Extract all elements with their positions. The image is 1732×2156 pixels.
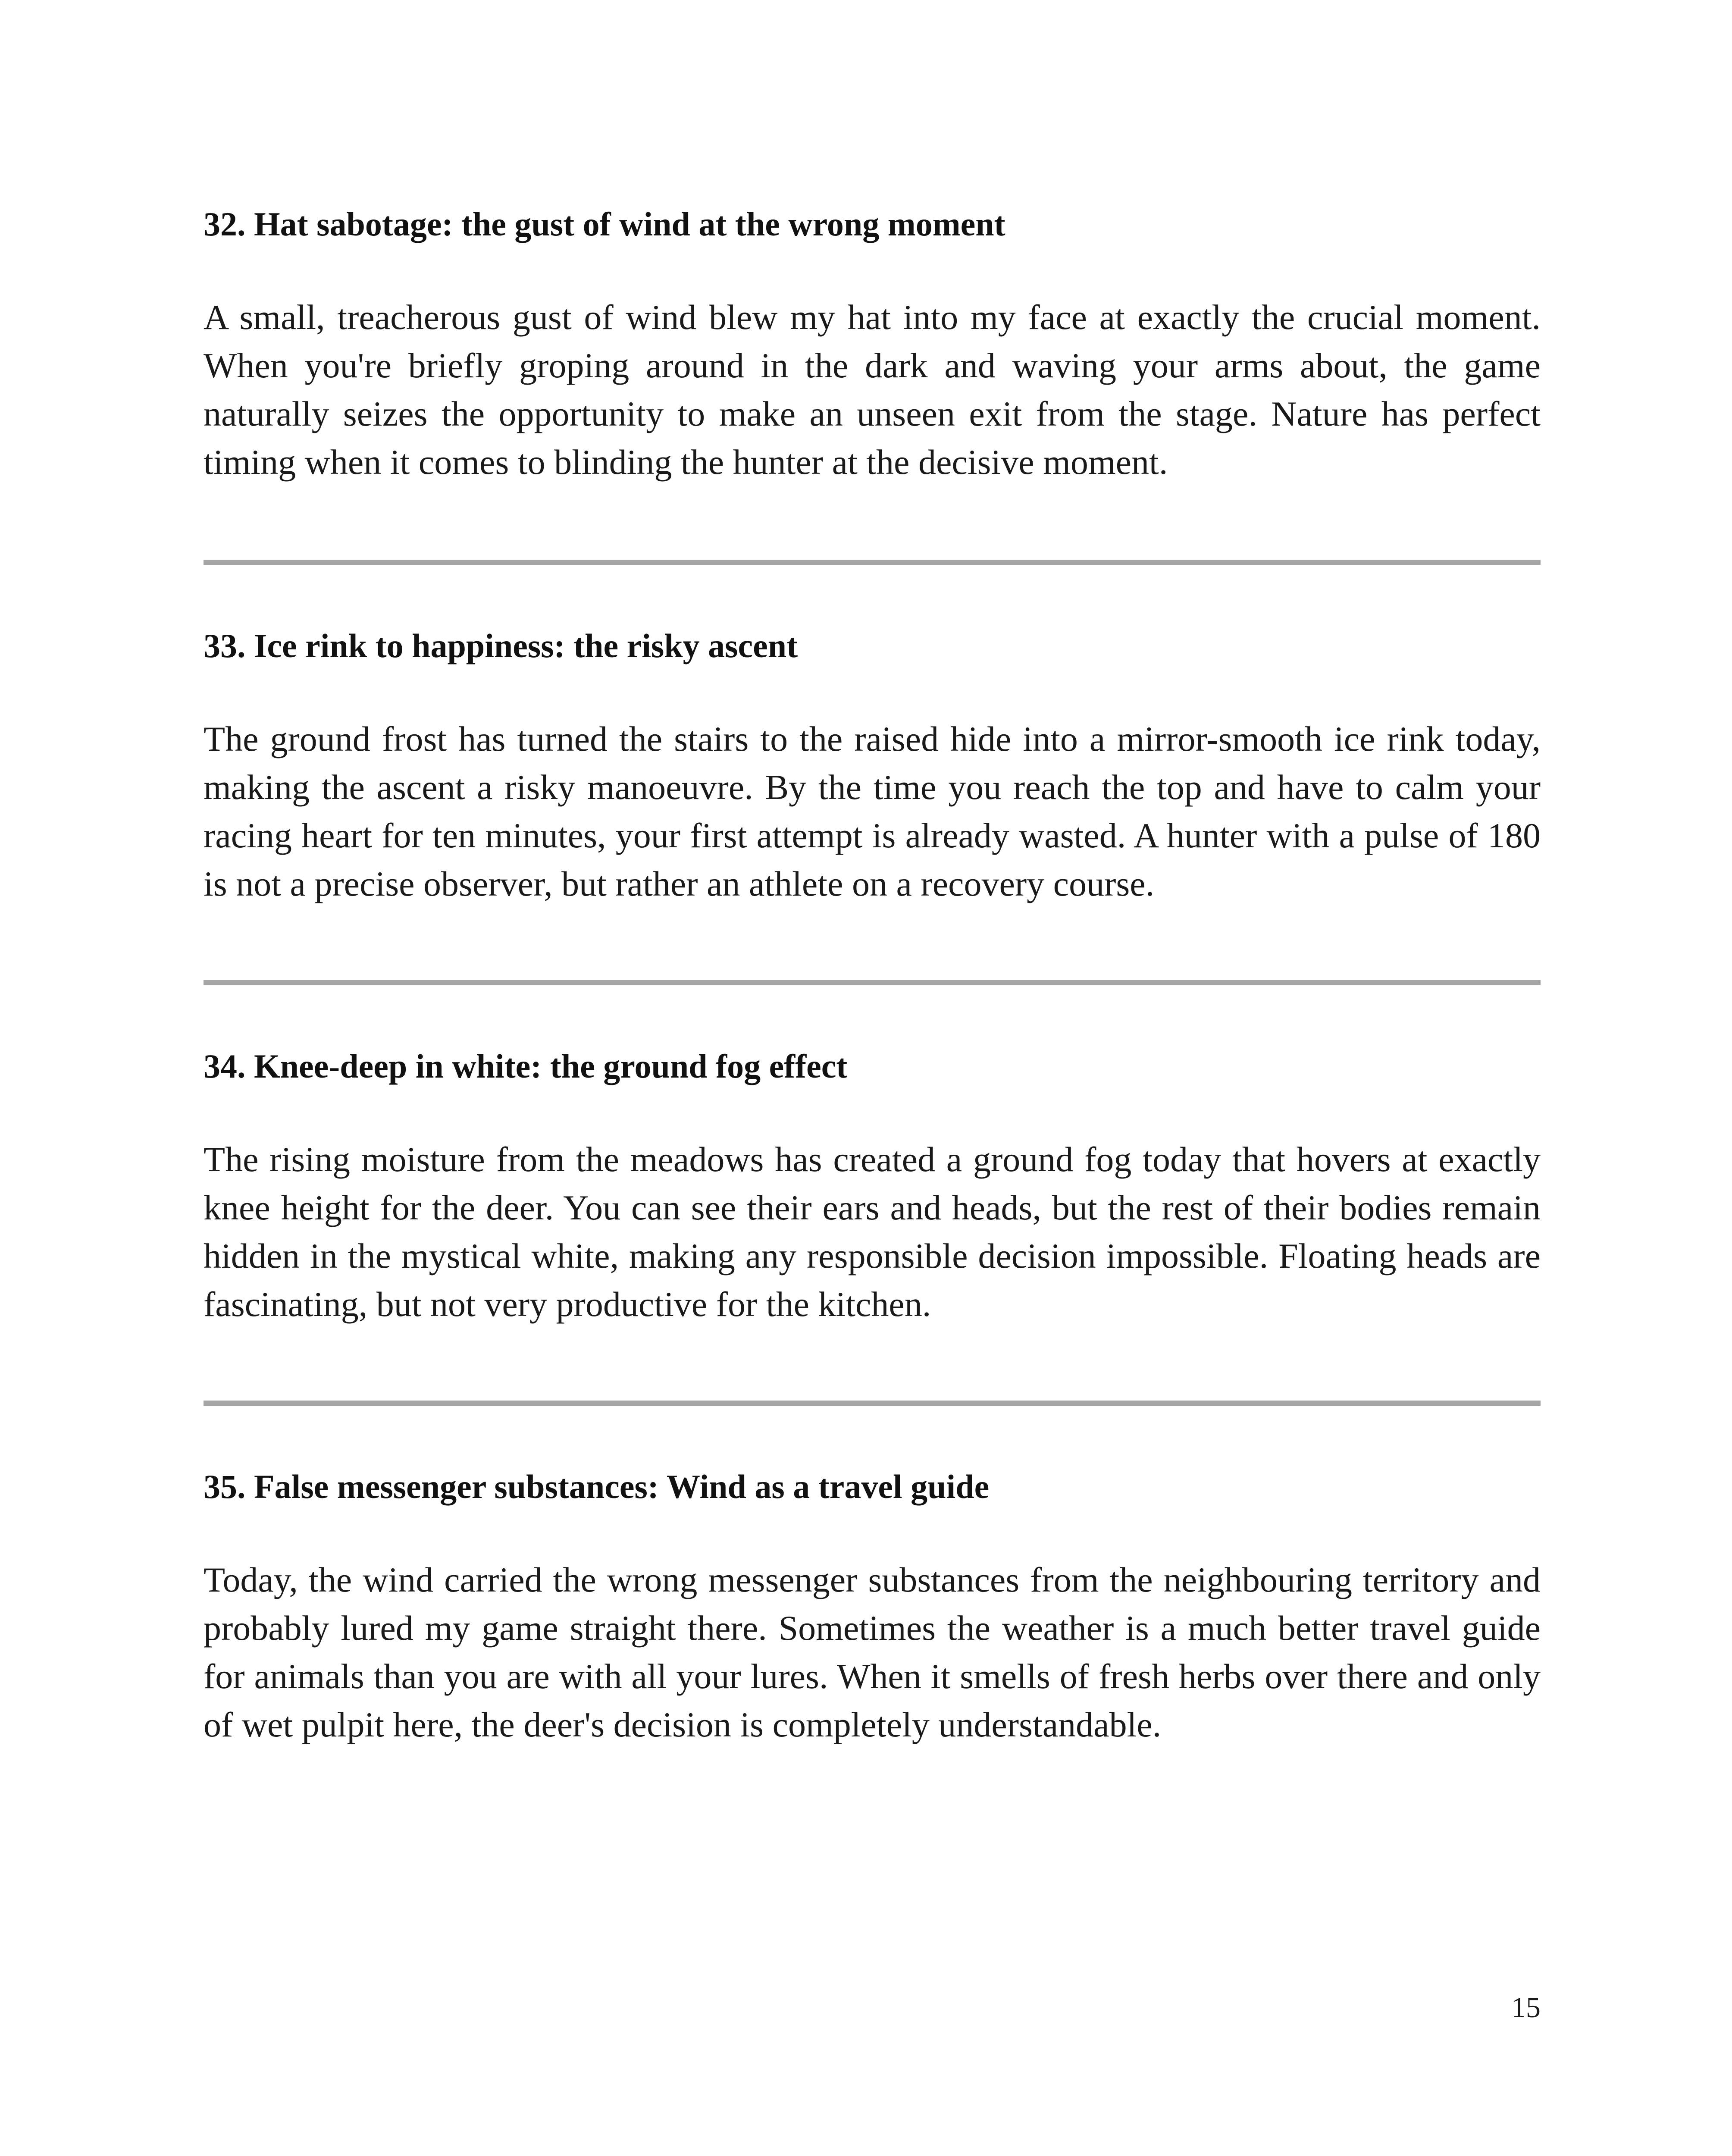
section-body: A small, treacherous gust of wind blew my hat into my face at exactly the crucial moment. When you're briefly groping around in the dark and waving your arms about, the game naturally seizes the opportunity to make an unseen exit from the stage. Nature has perfect timing when it comes to blinding the hunter at the decisive moment.	[204, 298, 1541, 482]
section-divider	[204, 1401, 1541, 1406]
section-34	[204, 1045, 1541, 1329]
section-32	[204, 203, 1541, 486]
section-body: The ground frost has turned the stairs to the raised hide into a mirror-smooth ice rink today, making the ascent a risky manoeuvre. By the time you reach the top and have to calm your racing heart for ten minutes, your first attempt is already wasted. A hunter with a pulse of 180 is not a precise observer, but rather an athlete on a recovery course.	[204, 719, 1541, 903]
section-35	[204, 1465, 1541, 1749]
page-number: 15	[1511, 1991, 1541, 2024]
section-heading: 35. False messenger substances: Wind as a travel guide	[204, 1468, 990, 1505]
section-heading: 34. Knee-deep in white: the ground fog effect	[204, 1047, 848, 1085]
section-body: Today, the wind carried the wrong messenger substances from the neighbouring territory and probably lured my game straight there. Sometimes the weather is a much better travel guide for animals than you are with all your lures. When it smells of fresh herbs over there and only of wet pulpit here, the deer's decision is completely understandable.	[204, 1560, 1541, 1744]
section-heading: 32. Hat sabotage: the gust of wind at the wrong moment	[204, 205, 1005, 243]
section-body: The rising moisture from the meadows has created a ground fog today that hovers at exactly knee height for the deer. You can see their ears and heads, but the rest of their bodies remain hidden in the mystical white, making any responsible decision impossible. Floating heads are fascinating, but not very productive for the kitchen.	[204, 1140, 1541, 1324]
section-33	[204, 624, 1541, 908]
section-heading: 33. Ice rink to happiness: the risky ascent	[204, 627, 798, 664]
section-divider	[204, 560, 1541, 565]
section-divider	[204, 980, 1541, 985]
